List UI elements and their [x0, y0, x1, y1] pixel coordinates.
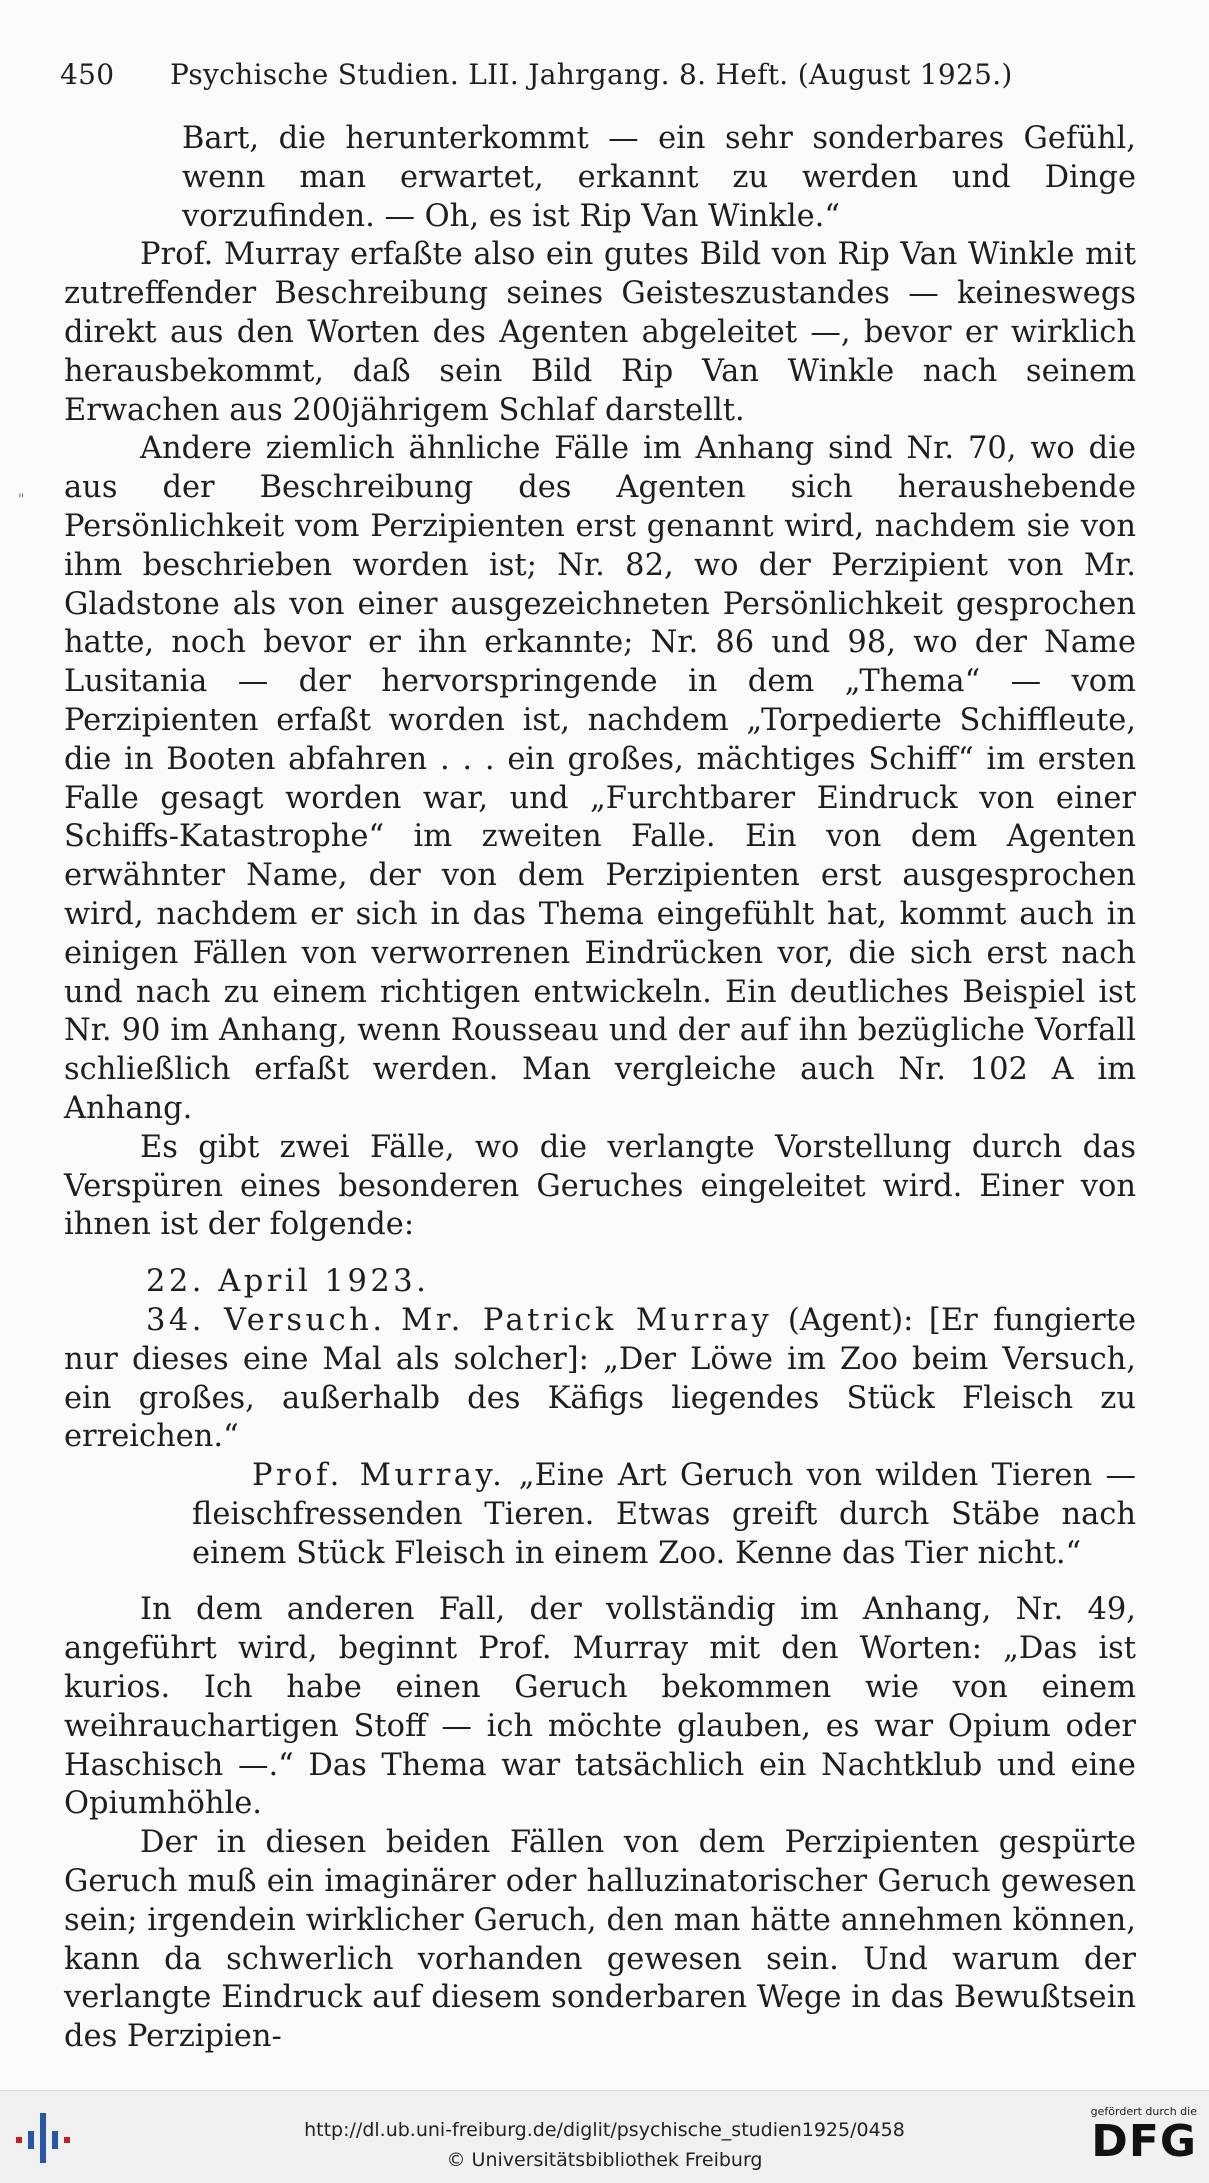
response-text: „Eine Art Geruch von wilden Tieren — fleischfressenden Tieren. Etwas greift durch Stäbe nach einem Stück Fleisch in einem Zoo. Kenne das Tier nicht.“: [192, 1458, 1136, 1571]
permalink[interactable]: http://dl.ub.uni-freiburg.de/diglit/psychische_studien1925/0458: [304, 2119, 905, 2141]
entry-text: (Agent): [Er fungierte nur dieses eine Mal als solcher]: „Der Löwe im Zoo beim Versuch, ein großes, außerhalb des Käfigs liegendes Stück Fleisch zu erreichen.“: [64, 1302, 1136, 1455]
body-text: [64, 120, 1136, 2057]
paragraph-2: Andere ziemlich ähnliche Fälle im Anhang sind Nr. 70, wo die aus der Beschreibung des Agenten sich heraushebende Persönlichkeit vom Perzipienten erst genannt wird, nachdem sie von ihm beschrieben worden ist; Nr. 82, wo der Perzipient von Mr. Gladstone als von einer ausgezeichneten Persönlichkeit gesprochen hatte, noch bevor er ihn erkannte; Nr. 86 und 98, wo der Name Lusitania — der hervorspringende in dem „Thema“ — vom Perzipienten erfaßt worden ist, nachdem „Torpedierte Schiffleute, die in Booten abfahren . . . ein großes, mächtiges Schiff“ im ersten Falle gesagt worden war, und „Furchtbarer Eindruck von einer Schiffs-Katastrophe“ im zweiten Falle. Ein von dem Agenten erwähnter Name, der von dem Perzipienten erst ausgesprochen wird, nachdem er sich in das Thema eingefühlt hat, kommt auch in einigen Fällen von verworrenen Eindrücken vor, die sich erst nach und nach zu einem richtigen entwickeln. Ein deutliches Beispiel ist Nr. 90 im Anhang, wenn Rousseau und der auf ihn bezügliche Vorfall schließlich erfaßt werden. Man vergleiche auch Nr. 102 A im Anhang.: [64, 431, 1136, 1126]
paragraph-3: Es gibt zwei Fälle, wo die verlangte Vorstellung durch das Verspüren eines besonderen Geruches eingeleitet wird. Einer von ihnen ist der folgende:: [64, 1129, 1136, 1243]
paragraph-1: Prof. Murray erfaßte also ein gutes Bild von Rip Van Winkle mit zutreffender Beschreibung seines Geisteszustandes — keineswegs direkt aus den Worten des Agenten abgeleitet —, bevor er wirklich herausbekommt, daß sein Bild Rip Van Winkle nach seinem Erwachen aus 200jährigem Schlaf darstellt.: [64, 237, 1136, 428]
dfg-wordmark: DFG: [1091, 2116, 1197, 2167]
dfg-caption: gefördert durch die: [1090, 2105, 1197, 2118]
percipient-response: [64, 1457, 1136, 1573]
header-title: Psychische Studien. LII. Jahrgang. 8. Heft. (August 1925.): [170, 58, 1013, 91]
entry-label: 34. Versuch.: [146, 1302, 386, 1338]
experiment-date: 22. April 1923.: [146, 1264, 430, 1300]
footer-bar: [0, 2090, 1209, 2183]
paragraph-4: In dem anderen Fall, der vollständig im Anhang, Nr. 49, angeführt wird, beginnt Prof. Murray mit den Worten: „Das ist kurios. Ich habe einen Geruch bekommen wie von einem weihrauchartigen Stoff — ich möchte glauben, es war Opium oder Haschisch —.“ Das Thema war tatsächlich ein Nachtklub und eine Opiumhöhle.: [64, 1592, 1136, 1822]
percipient-name: Prof. Murray.: [252, 1458, 506, 1494]
paragraph-5: Der in diesen beiden Fällen von dem Perzipienten gespürte Geruch muß ein imaginärer oder halluzinatorischer Geruch gewesen sein; irgendein wirklicher Geruch, den man hätte annehmen können, kann da schwerlich vorhanden gewesen sein. Und warum der verlangte Eindruck auf diesem sonderbaren Wege in das Bewußtsein des Perzipien-: [64, 1825, 1136, 2055]
quote-continuation: Bart, die herunterkommt — ein sehr sonderbares Gefühl, wenn man erwartet, erkannt zu werden und Dinge vorzufinden. — Oh, es ist Rip Van Winkle.“: [182, 121, 1136, 234]
margin-mark: ": [18, 492, 25, 508]
page-number: 450: [60, 58, 115, 91]
copyright-notice: © Universitätsbibliothek Freiburg: [446, 2149, 763, 2171]
dfg-logo: [1077, 2105, 1197, 2175]
agent-name: Mr. Patrick Murray: [401, 1302, 773, 1338]
experiment-entry: [64, 1302, 1136, 1457]
